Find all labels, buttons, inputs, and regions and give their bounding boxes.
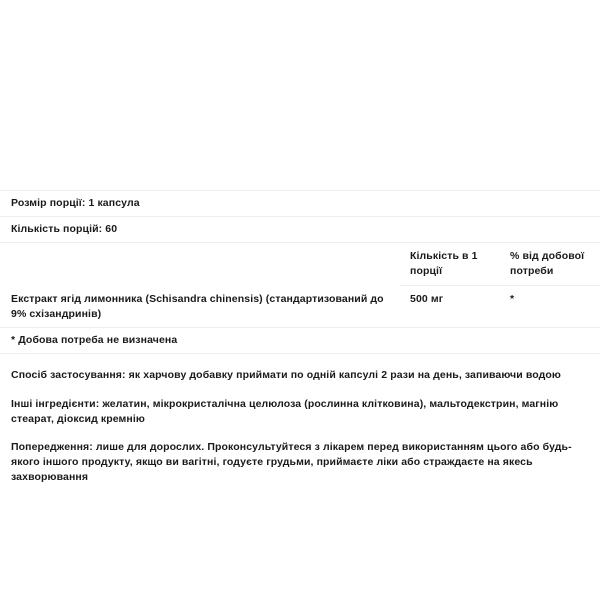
warning-text: Попередження: лише для дорослих. Проконсультуйтеся з лікарем перед використанням цього або будь-якого іншого продукту, якщо ви вагітні, годуєте грудьми, приймаєте ліки або страждаєте на якесь захворювання xyxy=(11,441,572,484)
other-ingredients-text: Інші інгредієнти: желатин, мікрокристалічна целюлоза (рослинна клітковина), мальтодекстрин, магнію стеарат, діоксид кремнію xyxy=(11,397,559,425)
product-information-section xyxy=(0,354,600,485)
servings-per-container-label: Кількість порцій: 60 xyxy=(0,216,400,242)
serving-size-label: Розмір порції: 1 капсула xyxy=(0,191,400,217)
ingredient-name: Екстракт ягід лимонника (Schisandra chinensis) (стандартизований до 9% схізандринів) xyxy=(0,285,400,328)
footnote-amount-spacer xyxy=(400,328,500,354)
column-header-amount-per-serving: Кількість в 1 порції xyxy=(400,242,500,285)
table-row-footnote xyxy=(0,328,600,354)
table-header-row xyxy=(0,242,600,285)
servings-per-container-daily-value xyxy=(500,216,600,242)
footnote-daily-value-spacer xyxy=(500,328,600,354)
directions-of-use-text: Спосіб застосування: як харчову добавку приймати по одній капсулі 2 рази на день, запиваючи водою xyxy=(11,369,561,382)
daily-value-footnote: * Добова потреба не визначена xyxy=(0,328,400,354)
servings-per-container-amount xyxy=(400,216,500,242)
column-header-daily-value: % від добової потреби xyxy=(500,242,600,285)
table-row-serving-size xyxy=(0,191,600,217)
supplement-facts-table xyxy=(0,190,600,354)
table-row-servings-per-container xyxy=(0,216,600,242)
serving-size-daily-value xyxy=(500,191,600,217)
table-row-ingredient xyxy=(0,285,600,328)
column-header-name xyxy=(0,242,400,285)
ingredient-daily-value: * xyxy=(500,285,600,328)
serving-size-amount xyxy=(400,191,500,217)
top-blank-area xyxy=(0,0,600,190)
ingredient-amount: 500 мг xyxy=(400,285,500,328)
